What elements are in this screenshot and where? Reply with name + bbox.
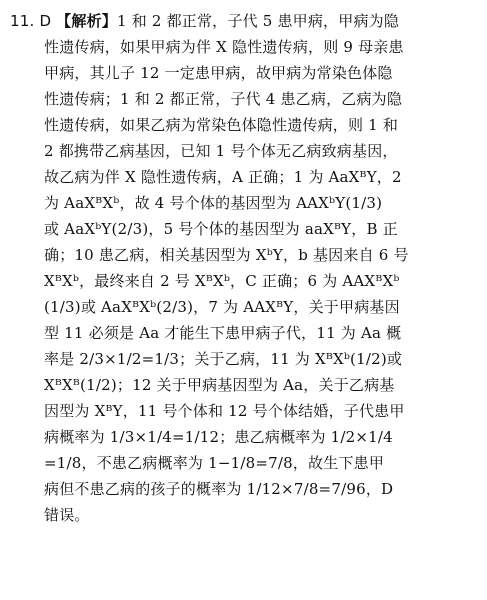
text-line-13: 型 11 必须是 Aa 才能生下患甲病子代，11 为 Aa 概 — [44, 324, 402, 342]
text-line-19: 病但不患乙病的孩子的概率为 1/12×7/8=7/96，D — [44, 480, 394, 498]
text-line-8: 为 AaXᴮXᵇ，故 4 号个体的基因型为 AAXᵇY(1/3) — [44, 194, 383, 212]
text-line-1: 11. D 【解析】1 和 2 都正常，子代 5 患甲病，甲病为隐 — [10, 12, 400, 30]
text-line-2: 性遗传病，如果甲病为伴 X 隐性遗传病，则 9 母亲患 — [44, 38, 404, 56]
text-line-7: 故乙病为伴 X 隐性遗传病，A 正确；1 为 AaXᴮY，2 — [44, 168, 402, 186]
text-line-10: 确；10 患乙病，相关基因型为 XᵇY，b 基因来自 6 号 — [44, 246, 409, 264]
text-line-17: 病概率为 1/3×1/4=1/12；患乙病概率为 1/2×1/4 — [44, 428, 393, 446]
text-line-1-body: 1 和 2 都正常，子代 5 患甲病，甲病为隐 — [116, 12, 400, 30]
text-line-20: 错误。 — [44, 506, 90, 524]
question-number: 11 — [10, 12, 30, 30]
text-line-11: XᴮXᵇ，最终来自 2 号 XᴮXᵇ，C 正确；6 为 AAXᴮXᵇ — [44, 272, 400, 290]
explanation-text — [10, 8, 477, 592]
text-line-14: 率是 2/3×1/2=1/3；关于乙病，11 为 XᴮXᵇ(1/2)或 — [44, 350, 403, 368]
text-line-3: 甲病，其儿子 12 一定患甲病，故甲病为常染色体隐 — [44, 64, 393, 82]
text-line-9: 或 AaXᵇY(2/3)，5 号个体的基因型为 aaXᴮY，B 正 — [44, 220, 398, 238]
text-line-12: (1/3)或 AaXᴮXᵇ(2/3)，7 为 AAXᴮY，关于甲病基因 — [44, 298, 400, 316]
text-line-4: 性遗传病；1 和 2 都正常，子代 4 患乙病，乙病为隐 — [44, 90, 403, 108]
text-line-18: =1/8，不患乙病概率为 1−1/8=7/8，故生下患甲 — [44, 454, 385, 472]
answer-letter: D — [39, 12, 52, 30]
text-line-15: XᴮXᴮ(1/2)；12 关于甲病基因型为 Aa，关于乙病基 — [44, 376, 395, 394]
text-line-6: 2 都携带乙病基因，已知 1 号个体无乙病致病基因， — [44, 142, 398, 160]
analysis-tag: 【解析】 — [56, 12, 117, 30]
text-line-5: 性遗传病，如果乙病为常染色体隐性遗传病，则 1 和 — [44, 116, 399, 134]
text-line-16: 因型为 XᴮY，11 号个体和 12 号个体结婚，子代患甲 — [44, 402, 405, 420]
